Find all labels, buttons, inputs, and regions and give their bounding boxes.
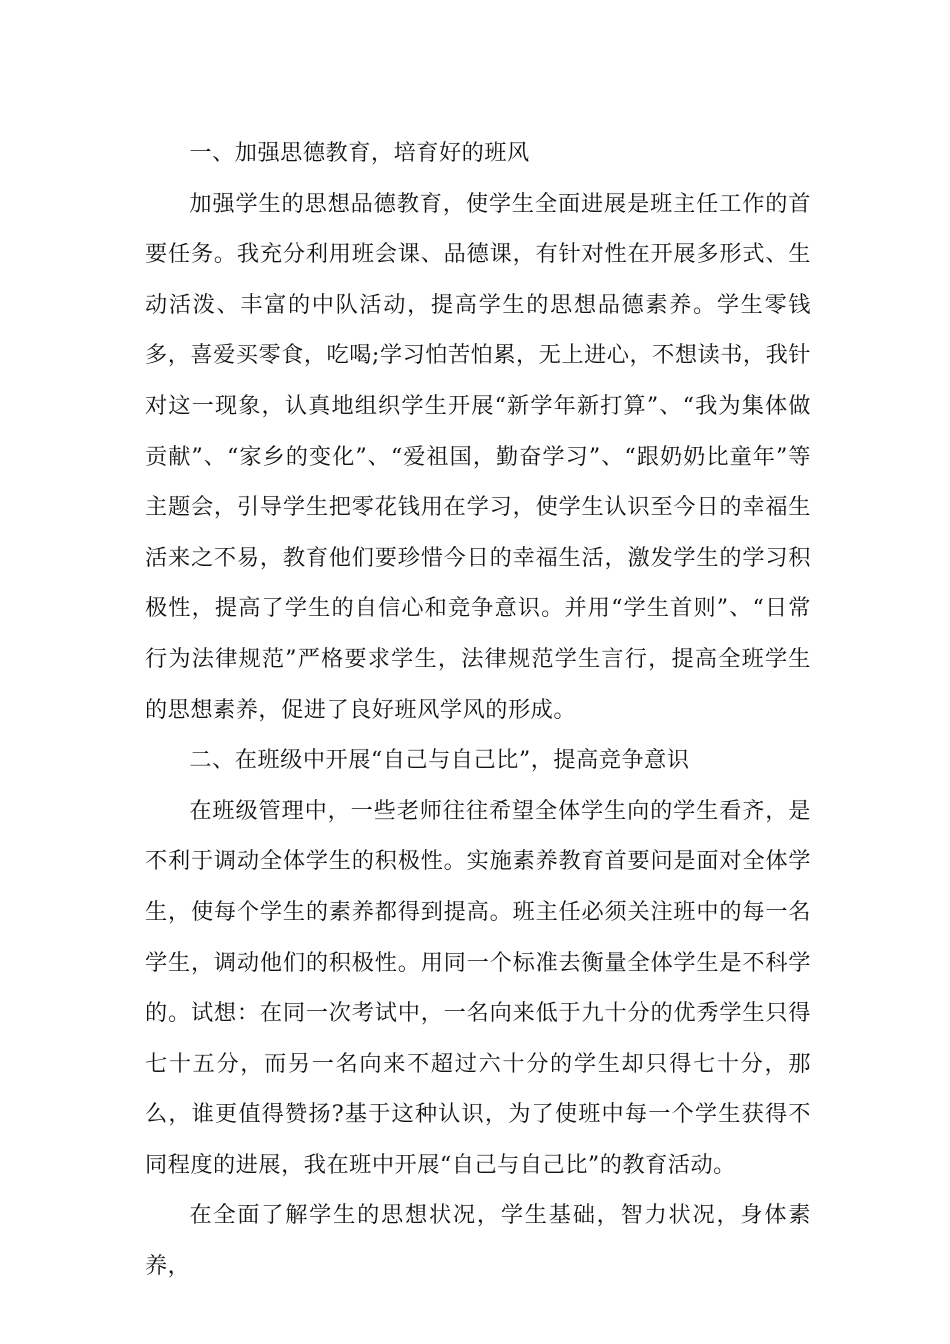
document-body [145,128,811,1292]
paragraph-1: 加强学生的思想品德教育，使学生全面进展是班主任工作的首要任务。我充分利用班会课、品德课，有针对性在开展多形式、生动活泼、丰富的中队活动，提高学生的思想品德素养。学生零钱多，喜爱买零食，吃喝;学习怕苦怕累，无上进心，不想读书，我针对这一现象，认真地组织学生开展“新学年新打算”、“我为集体做贡献”、“家乡的变化”、“爱祖国，勤奋学习”、“跟奶奶比童年”等主题会，引导学生把零花钱用在学习，使学生认识至今日的幸福生活来之不易，教育他们要珍惜今日的幸福生活，激发学生的学习积极性，提高了学生的自信心和竞争意识。并用“学生首则”、“日常行为法律规范”严格要求学生，法律规范学生言行，提高全班学生的思想素养，促进了良好班风学风的形成。 [145,190,811,723]
paragraph-2: 在班级管理中，一些老师往往希望全体学生向的学生看齐，是不利于调动全体学生的积极性。实施素养教育首要问是面对全体学生，使每个学生的素养都得到提高。班主任必须关注班中的每一名学生，调动他们的积极性。用同一个标准去衡量全体学生是不科学的。试想：在同一次考试中，一名向来低于九十分的优秀学生只得七十五分，而另一名向来不超过六十分的学生却只得七十分，那么，谁更值得赞扬?基于这种认识，为了使班中每一个学生获得不同程度的进展，我在班中开展“自己与自己比”的教育活动。 [145,797,811,1178]
section-heading-1: 一、加强思德教育，培育好的班风 [189,140,530,166]
section-heading-2: 二、在班级中开展“自己与自己比”，提高竞争意识 [189,747,690,774]
paragraph-3: 在全面了解学生的思想状况，学生基础，智力状况，身体素养， [145,1202,811,1280]
